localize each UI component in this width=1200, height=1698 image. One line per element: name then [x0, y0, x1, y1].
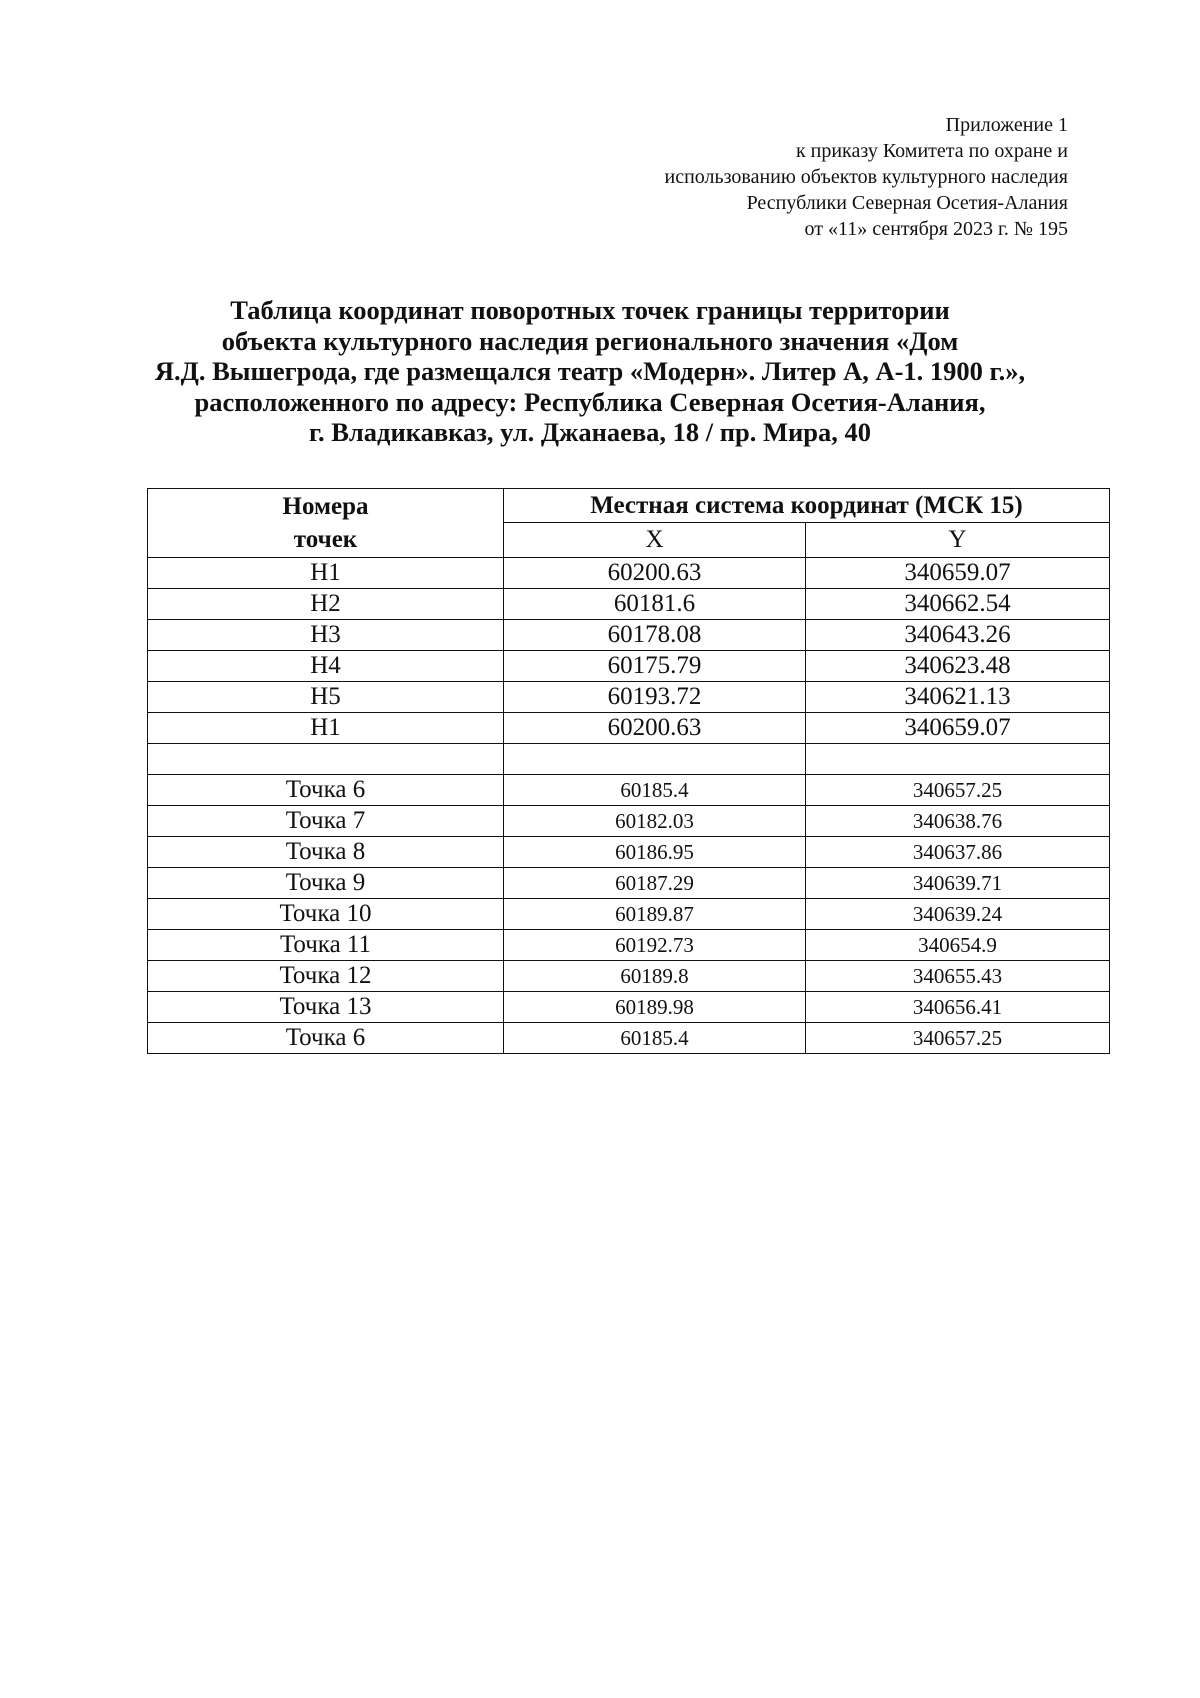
title-line: Я.Д. Вышегрода, где размещался театр «Модерн». Литер А, А-1. 1900 г.»,: [154, 356, 1026, 386]
y-cell: 340643.26: [806, 620, 1110, 651]
point-cell: Точка 6: [148, 775, 504, 806]
table-row: [148, 713, 1110, 744]
title-line: г. Владикавказ, ул. Джанаева, 18 / пр. Мира, 40: [308, 417, 872, 447]
y-cell: 340637.86: [806, 837, 1110, 868]
point-cell: Точка 7: [148, 806, 504, 837]
x-column-header: X: [504, 523, 806, 558]
x-cell: 60187.29: [504, 868, 806, 899]
empty-cell: [148, 744, 504, 775]
y-cell: 340657.25: [806, 775, 1110, 806]
empty-cell: [806, 744, 1110, 775]
x-cell: 60189.87: [504, 899, 806, 930]
table-row: [148, 558, 1110, 589]
table-row: [148, 589, 1110, 620]
coordinates-table: [147, 488, 1110, 1054]
table-row: [148, 837, 1110, 868]
y-cell: 340621.13: [806, 682, 1110, 713]
point-cell: Н1: [148, 713, 504, 744]
point-cell: Точка 11: [148, 930, 504, 961]
document-title: [150, 295, 1030, 448]
point-cell: Точка 12: [148, 961, 504, 992]
title-line: Таблица координат поворотных точек границы территории: [230, 295, 950, 325]
table-row: [148, 992, 1110, 1023]
table-row: [148, 620, 1110, 651]
x-cell: 60182.03: [504, 806, 806, 837]
x-cell: 60193.72: [504, 682, 806, 713]
point-cell: Н1: [148, 558, 504, 589]
point-cell: Н2: [148, 589, 504, 620]
y-cell: 340659.07: [806, 558, 1110, 589]
point-cell: Точка 13: [148, 992, 504, 1023]
appendix-line: от «11» сентября 2023 г. № 195: [804, 218, 1068, 240]
table-row: [148, 806, 1110, 837]
table-row: [148, 899, 1110, 930]
table-row: [148, 1023, 1110, 1054]
x-cell: 60200.63: [504, 713, 806, 744]
table-row: [148, 868, 1110, 899]
y-cell: 340639.24: [806, 899, 1110, 930]
points-column-header: [148, 489, 504, 558]
x-cell: 60200.63: [504, 558, 806, 589]
y-column-header: Y: [806, 523, 1110, 558]
point-cell: Н4: [148, 651, 504, 682]
y-cell: 340638.76: [806, 806, 1110, 837]
x-cell: 60185.4: [504, 1023, 806, 1054]
y-cell: 340623.48: [806, 651, 1110, 682]
appendix-line: к приказу Комитета по охране и: [795, 140, 1068, 162]
title-line: объекта культурного наследия регионального значения «Дом: [221, 325, 959, 356]
table-row: [148, 651, 1110, 682]
appendix-line: Республики Северная Осетия-Алания: [746, 192, 1068, 214]
point-cell: Точка 9: [148, 868, 504, 899]
appendix-line: использованию объектов культурного наследия: [664, 166, 1068, 188]
point-cell: Точка 8: [148, 837, 504, 868]
y-cell: 340654.9: [806, 930, 1110, 961]
x-cell: 60185.4: [504, 775, 806, 806]
point-cell: Точка 6: [148, 1023, 504, 1054]
points-header-line: Номера: [282, 493, 369, 520]
point-cell: Точка 10: [148, 899, 504, 930]
points-header-line: точек: [293, 526, 358, 553]
y-cell: 340659.07: [806, 713, 1110, 744]
x-cell: 60189.98: [504, 992, 806, 1023]
x-cell: 60189.8: [504, 961, 806, 992]
x-cell: 60175.79: [504, 651, 806, 682]
coordinate-system-header: Местная система координат (МСК 15): [504, 489, 1110, 523]
y-cell: 340662.54: [806, 589, 1110, 620]
point-cell: Н5: [148, 682, 504, 713]
appendix-line: Приложение 1: [945, 114, 1068, 136]
x-cell: 60186.95: [504, 837, 806, 868]
x-cell: 60178.08: [504, 620, 806, 651]
title-line: расположенного по адресу: Республика Северная Осетия-Алания,: [194, 386, 986, 417]
table-row: [148, 682, 1110, 713]
table-row: [148, 930, 1110, 961]
point-cell: Н3: [148, 620, 504, 651]
table-row: [148, 961, 1110, 992]
table-row: [148, 775, 1110, 806]
empty-cell: [504, 744, 806, 775]
y-cell: 340639.71: [806, 868, 1110, 899]
appendix-header: [508, 112, 1068, 242]
y-cell: 340656.41: [806, 992, 1110, 1023]
x-cell: 60192.73: [504, 930, 806, 961]
y-cell: 340657.25: [806, 1023, 1110, 1054]
blank-row: [148, 744, 1110, 775]
x-cell: 60181.6: [504, 589, 806, 620]
y-cell: 340655.43: [806, 961, 1110, 992]
